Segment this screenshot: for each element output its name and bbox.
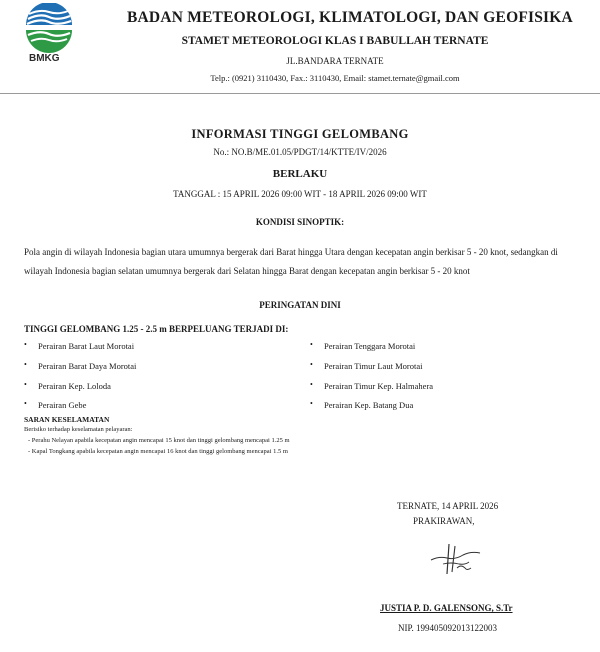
- letterhead: [0, 0, 600, 93]
- agency-title: BADAN METEOROLOGI, KLIMATOLOGI, DAN GEOFISIKA: [127, 9, 573, 26]
- safety-advice-item: - Perahu Nelayan apabila kecepatan angin mencapai 15 knot dan tinggi gelombang mencapai 1.25 m: [28, 437, 290, 444]
- synoptic-heading: KONDISI SINOPTIK:: [255, 217, 345, 227]
- safety-advice-heading: SARAN KESELAMATAN: [24, 415, 110, 424]
- validity-heading: BERLAKU: [272, 168, 328, 180]
- bullet-icon: •: [310, 360, 313, 369]
- station-name: STAMET METEOROLOGI KLAS I BABULLAH TERNATE: [181, 35, 489, 47]
- bullet-icon: •: [310, 380, 313, 389]
- bullet-icon: •: [24, 340, 27, 349]
- signatory-nip: NIP. 199405092013122003: [398, 623, 498, 633]
- document-number: No.: NO.B/ME.01.05/PDGT/14/KTTE/IV/2026: [213, 147, 387, 157]
- station-address: JL.BANDARA TERNATE: [286, 56, 384, 66]
- signature-role: PRAKIRAWAN,: [413, 516, 475, 526]
- safety-advice-item: - Kapal Tongkang apabila kecepatan angin mencapai 16 knot dan tinggi gelombang mencapai 1.5 m: [28, 448, 288, 455]
- station-contact: Telp.: (0921) 3110430, Fax.: 3110430, Email: stamet.ternate@gmail.com: [210, 73, 460, 83]
- signatory-name: JUSTIA P. D. GALENSONG, S.Tr: [380, 603, 513, 613]
- validity-dates: TANGGAL : 15 APRIL 2026 09:00 WIT - 18 APRIL 2026 09:00 WIT: [173, 189, 427, 199]
- handwritten-signature-icon: [425, 538, 485, 578]
- bullet-icon: •: [310, 340, 313, 349]
- bullet-icon: •: [24, 380, 27, 389]
- signature-place-date: TERNATE, 14 APRIL 2026: [397, 501, 499, 511]
- bullet-icon: -: [28, 448, 32, 455]
- safety-advice-intro: Berisiko terhadap keselamatan pelayaran:: [24, 426, 133, 433]
- synoptic-text: Pola angin di wilayah Indonesia bagian utara umumnya bergerak dari Barat hingga Utara dengan kecepatan angin berkisar 5 - 20 knot, sedangkan di wilayah Indonesia bagian selatan umumnya bergerak dari Selatan hingga Barat dengan kecepatan angin berkisar 5 - 20 knot: [24, 247, 558, 276]
- document-title: INFORMASI TINGGI GELOMBANG: [191, 127, 409, 141]
- bullet-icon: •: [24, 360, 27, 369]
- logo-label: BMKG: [29, 53, 60, 64]
- bullet-icon: •: [24, 399, 27, 408]
- bullet-icon: -: [28, 437, 32, 444]
- bullet-icon: •: [310, 399, 313, 408]
- wave-height-heading: TINGGI GELOMBANG 1.25 - 2.5 m BERPELUANG TERJADI DI:: [24, 324, 289, 334]
- early-warning-heading: PERINGATAN DINI: [259, 300, 341, 310]
- header-divider: [0, 93, 600, 94]
